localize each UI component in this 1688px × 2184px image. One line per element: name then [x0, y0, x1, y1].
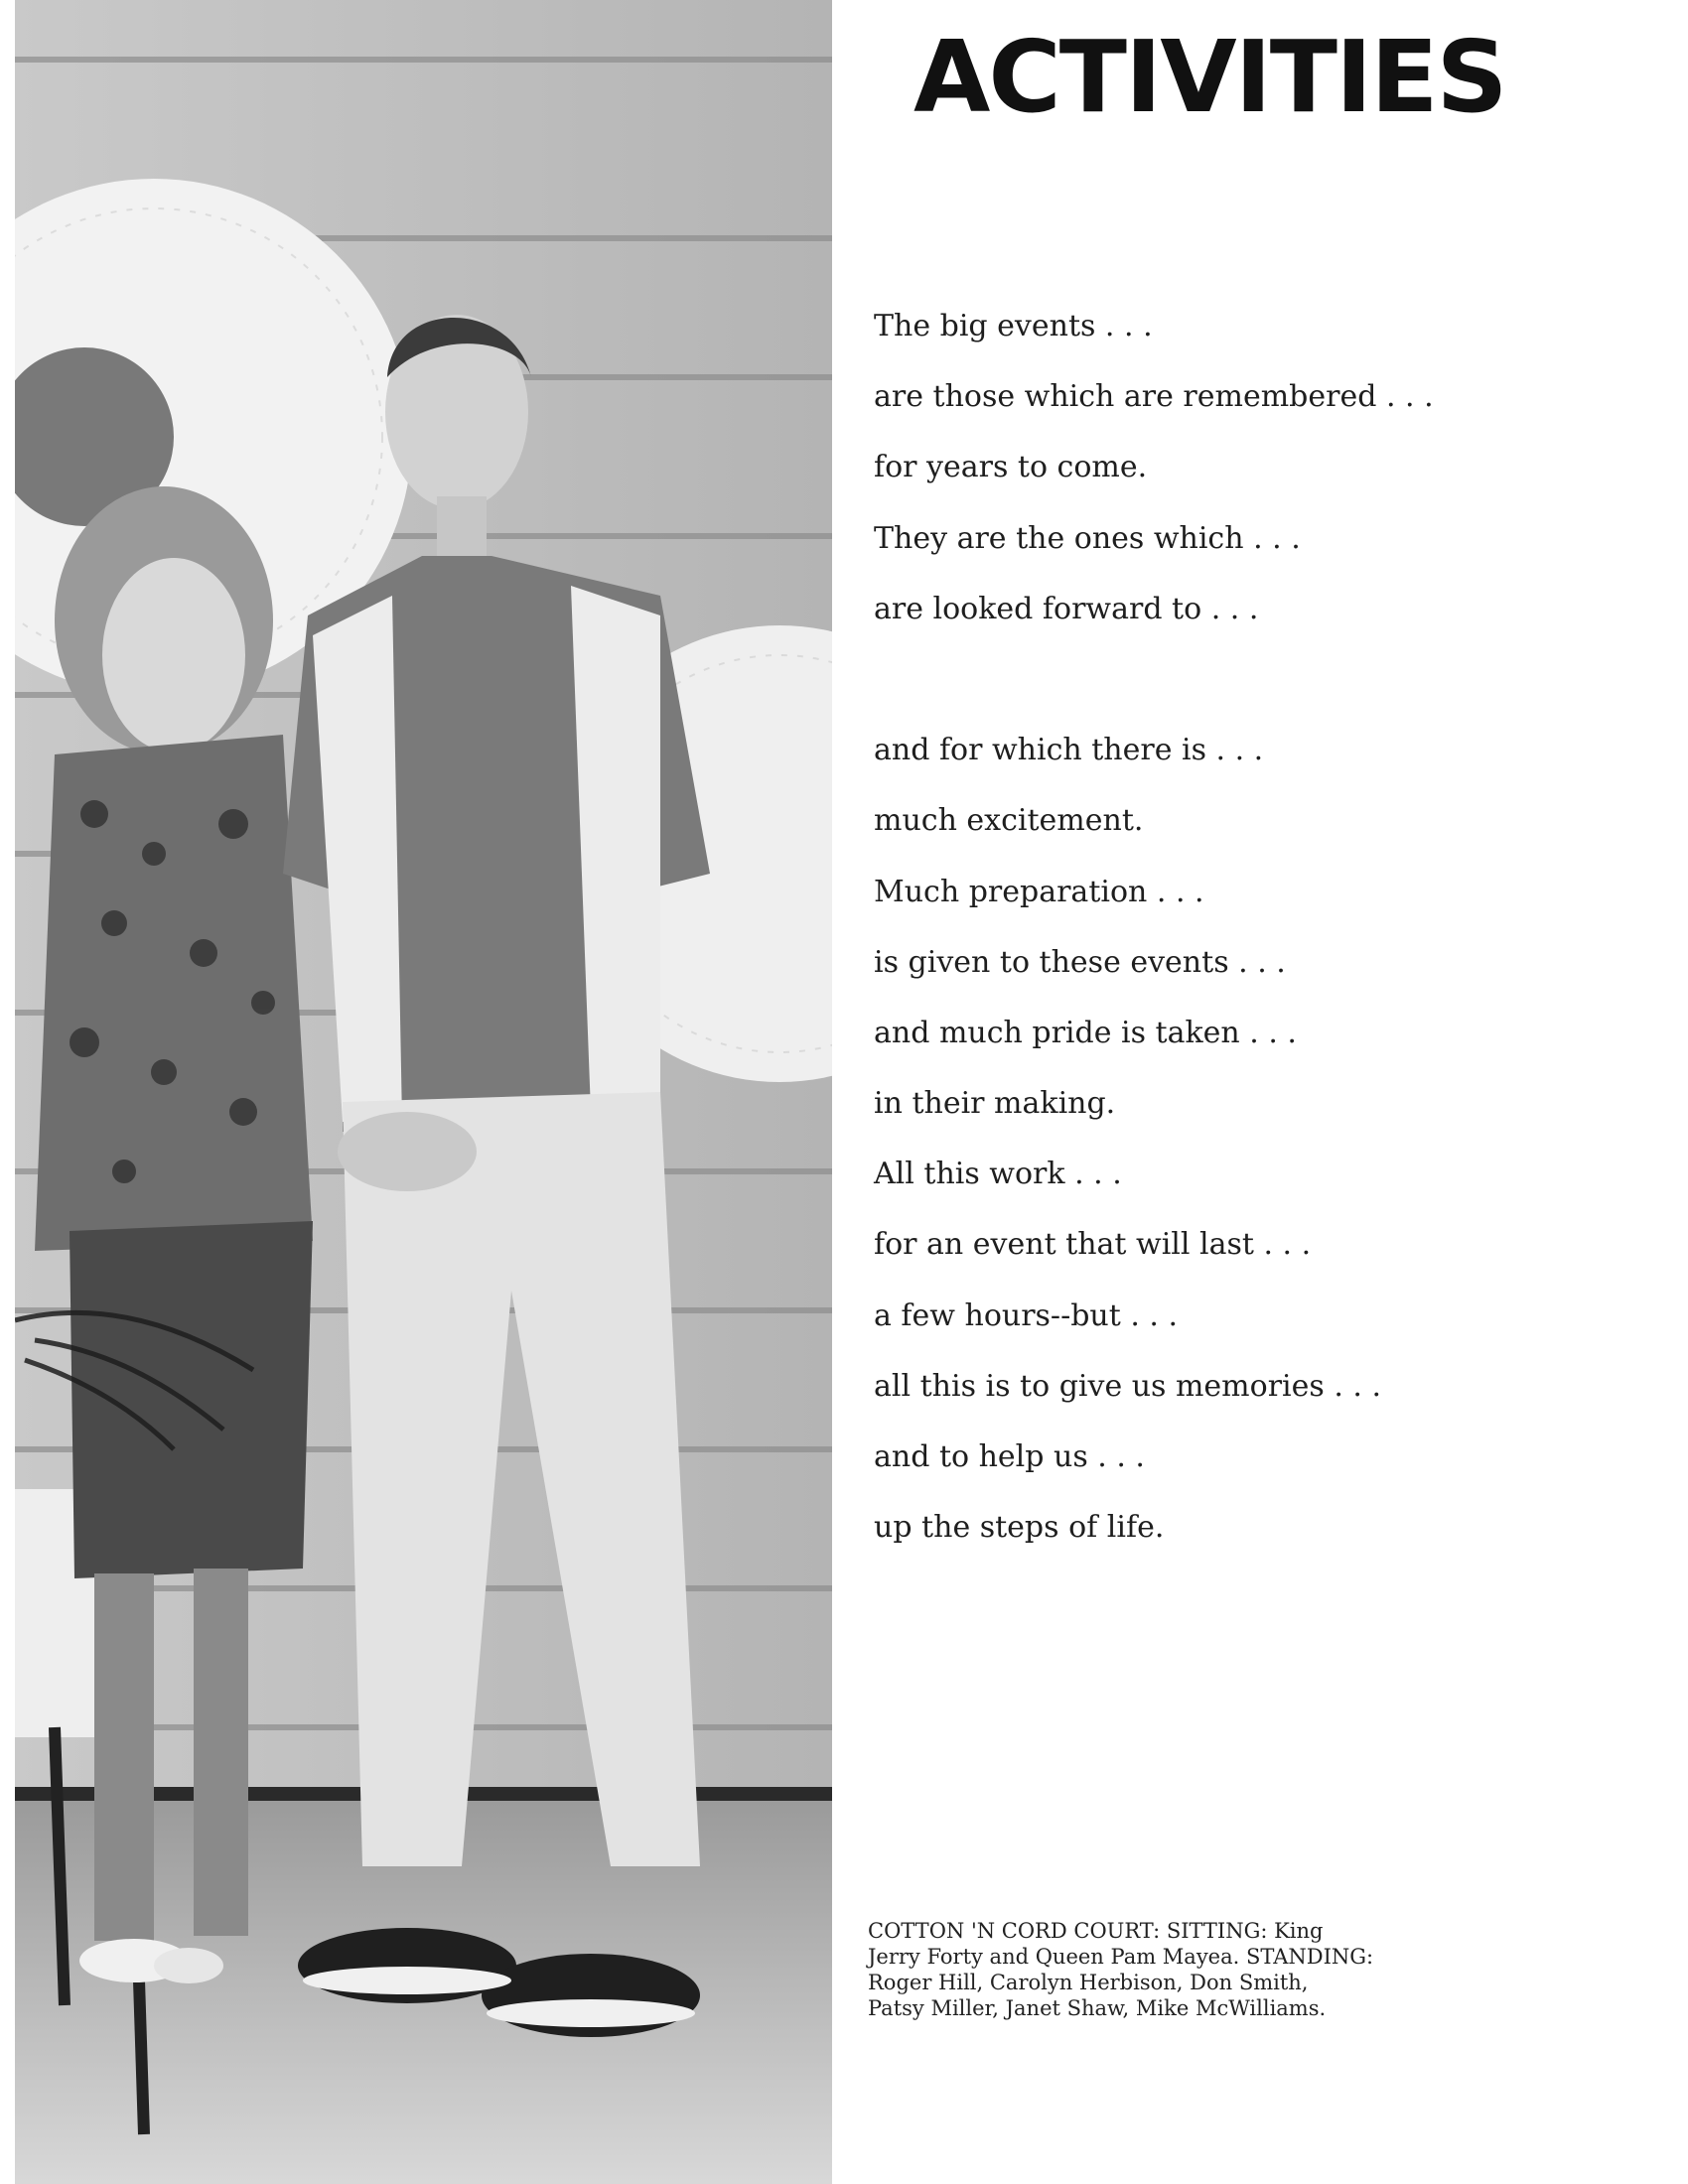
page-title: ACTIVITIES — [914, 19, 1506, 135]
poem-line: and much pride is taken . . . — [874, 1015, 1297, 1050]
poem-line: They are the ones which . . . — [874, 520, 1301, 556]
poem-line: and for which there is . . . — [874, 733, 1264, 768]
photo-caption — [868, 1918, 1464, 2021]
caption-line: COTTON 'N CORD COURT: SITTING: King — [868, 1919, 1324, 1943]
poem-line: for an event that will last . . . — [874, 1227, 1312, 1263]
poem-line: The big events . . . — [874, 309, 1153, 343]
court-photo — [15, 0, 832, 2184]
poem — [874, 291, 1648, 1563]
poem-line: up the steps of life. — [874, 1510, 1165, 1546]
poem-line: all this is to give us memories . . . — [874, 1368, 1381, 1404]
poem-line: is given to these events . . . — [874, 944, 1286, 980]
poem-line: Much preparation . . . — [874, 874, 1204, 909]
poem-line: All this work . . . — [874, 1157, 1122, 1192]
poem-line: a few hours--but . . . — [874, 1297, 1179, 1333]
poem-line: are those which are remembered . . . — [874, 379, 1434, 415]
poem-line: and to help us . . . — [874, 1439, 1145, 1475]
poem-line: are looked forward to . . . — [874, 591, 1259, 626]
caption-line: Jerry Forty and Queen Pam Mayea. STANDING: — [868, 1945, 1374, 1969]
caption-line: Patsy Miller, Janet Shaw, Mike McWilliams. — [868, 1996, 1327, 2020]
caption-line: Roger Hill, Carolyn Herbison, Don Smith, — [868, 1971, 1309, 1994]
poem-line: much excitement. — [874, 803, 1144, 839]
poem-line: for years to come. — [874, 450, 1148, 485]
poem-line: in their making. — [874, 1086, 1116, 1122]
